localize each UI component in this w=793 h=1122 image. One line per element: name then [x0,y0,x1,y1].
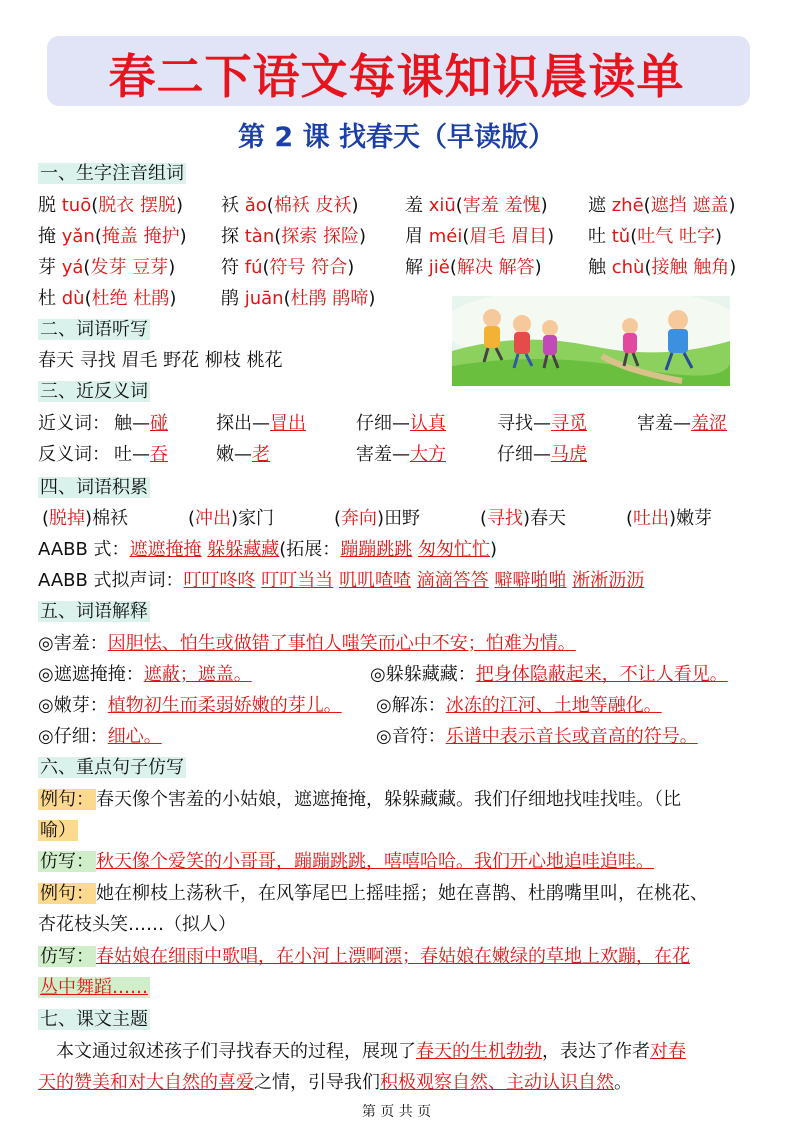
word-pair: 仔细—认真 [356,413,446,434]
page-title: 春二下语文每课知识晨读单 [108,50,685,105]
section-heading: 六、重点句子仿写 [40,757,184,778]
word-pair: 仔细—马虎 [497,444,587,465]
phrase-fill-item: (冲出)家门 [188,508,275,529]
definition-item: ◎害羞：因胆怯、怕生或做错了事怕人嗤笑而心中不安；怕难为情。 [38,633,576,654]
lesson-title: 第 2 课 找春天（早读版） [238,122,555,153]
example-sentence: 例句： 她在柳枝上荡秋千，在风筝尾巴上摇哇摇；她在喜鹊、杜鹃嘴里叫，在桃花、 [40,883,708,904]
char-entry: 脱 tuō(脱衣 摆脱) [38,195,184,216]
section-heading: 二、词语听写 [40,319,148,340]
imitation-sentence-cont: 丛中舞蹈…… [40,977,148,998]
section-heading: 一、生字注音组词 [40,163,184,184]
char-entry: 解 jiě(解决 解答) [405,257,542,278]
aabb-row: AABB 式：遮遮掩掩 躲躲藏藏(拓展：蹦蹦跳跳 匆匆忙忙) [38,539,498,560]
char-entry: 掩 yǎn(掩盖 掩护) [38,226,187,247]
char-entry: 眉 méi(眉毛 眉目) [405,226,555,247]
word-pair: 嫩—老 [216,444,270,465]
definition-item: ◎仔细：细心。 [38,726,162,747]
children-spring-illustration [452,296,730,386]
definition-item: ◎解冻：冰冻的江河、土地等融化。 [376,695,662,716]
page-footer: 第 页 共 页 [361,1104,432,1120]
char-entry: 吐 tǔ(吐气 吐字) [588,226,722,247]
section-heading: 四、词语积累 [40,477,148,498]
example-sentence: 例句： 春天像个害羞的小姑娘，遮遮掩掩，躲躲藏藏。我们仔细地找哇找哇。（比 [40,789,681,810]
char-entry: 袄 ǎo(棉袄 皮袄) [221,195,359,216]
char-entry: 探 tàn(探索 探险) [221,226,367,247]
definition-item: ◎躲躲藏藏：把身体隐蔽起来，不让人看见。 [370,664,728,685]
example-sentence-cont: 喻） [40,820,76,841]
theme-paragraph-line1: 本文通过叙述孩子们寻找春天的过程，展现了春天的生机勃勃，表达了作者对春 [56,1041,686,1062]
char-entry: 杜 dù(杜绝 杜鹃) [38,288,177,309]
word-pair: 害羞—大方 [356,444,446,465]
phrase-fill-item: (奔向)田野 [334,508,421,529]
word-pair-label: 近义词： [38,413,110,434]
aabb-sound-row: AABB 式拟声词：叮叮咚咚 叮叮当当 叽叽喳喳 滴滴答答 噼噼啪啪 淅淅沥沥 [38,570,645,591]
phrase-fill-item: (寻找)春天 [480,508,567,529]
definition-item: ◎嫩芽：植物初生而柔弱娇嫩的芽儿。 [38,695,342,716]
section-heading: 七、课文主题 [40,1009,148,1030]
section-heading: 三、近反义词 [40,381,148,402]
char-entry: 遮 zhē(遮挡 遮盖) [588,195,736,216]
word-pair: 害羞—羞涩 [637,413,727,434]
example-sentence-cont: 杏花枝头笑……（拟人） [38,914,236,935]
dictation-words: 春天 寻找 眉毛 野花 柳枝 桃花 [38,350,283,371]
section-heading: 五、词语解释 [40,601,148,622]
char-entry: 鹃 juān(杜鹃 鹃啼) [221,288,376,309]
imitation-sentence: 仿写： 秋天像个爱笑的小哥哥，蹦蹦跳跳，嘻嘻哈哈。我们开心地追哇追哇。 [40,851,654,872]
definition-item: ◎音符：乐谱中表示音长或音高的符号。 [376,726,698,747]
word-pair: 吐—吞 [114,444,168,465]
char-entry: 芽 yá(发芽 豆芽) [38,257,176,278]
word-pair: 寻找—寻觅 [497,413,587,434]
imitation-sentence: 仿写： 春姑娘在细雨中歌唱，在小河上漂啊漂；春姑娘在嫩绿的草地上欢蹦，在花 [40,946,690,967]
phrase-fill-item: (脱掉)棉袄 [42,508,129,529]
word-pair-label: 反义词： [38,444,110,465]
char-entry: 触 chù(接触 触角) [588,257,737,278]
word-pair: 触—碰 [114,413,168,434]
theme-paragraph-line2: 天的赞美和对大自然的喜爱之情，引导我们积极观察自然、主动认识自然。 [38,1072,632,1093]
definition-item: ◎遮遮掩掩：遮蔽；遮盖。 [38,664,252,685]
char-entry: 符 fú(符号 符合) [221,257,355,278]
word-pair: 探出—冒出 [216,413,306,434]
char-entry: 羞 xiū(害羞 羞愧) [405,195,548,216]
phrase-fill-item: (吐出)嫩芽 [626,508,713,529]
